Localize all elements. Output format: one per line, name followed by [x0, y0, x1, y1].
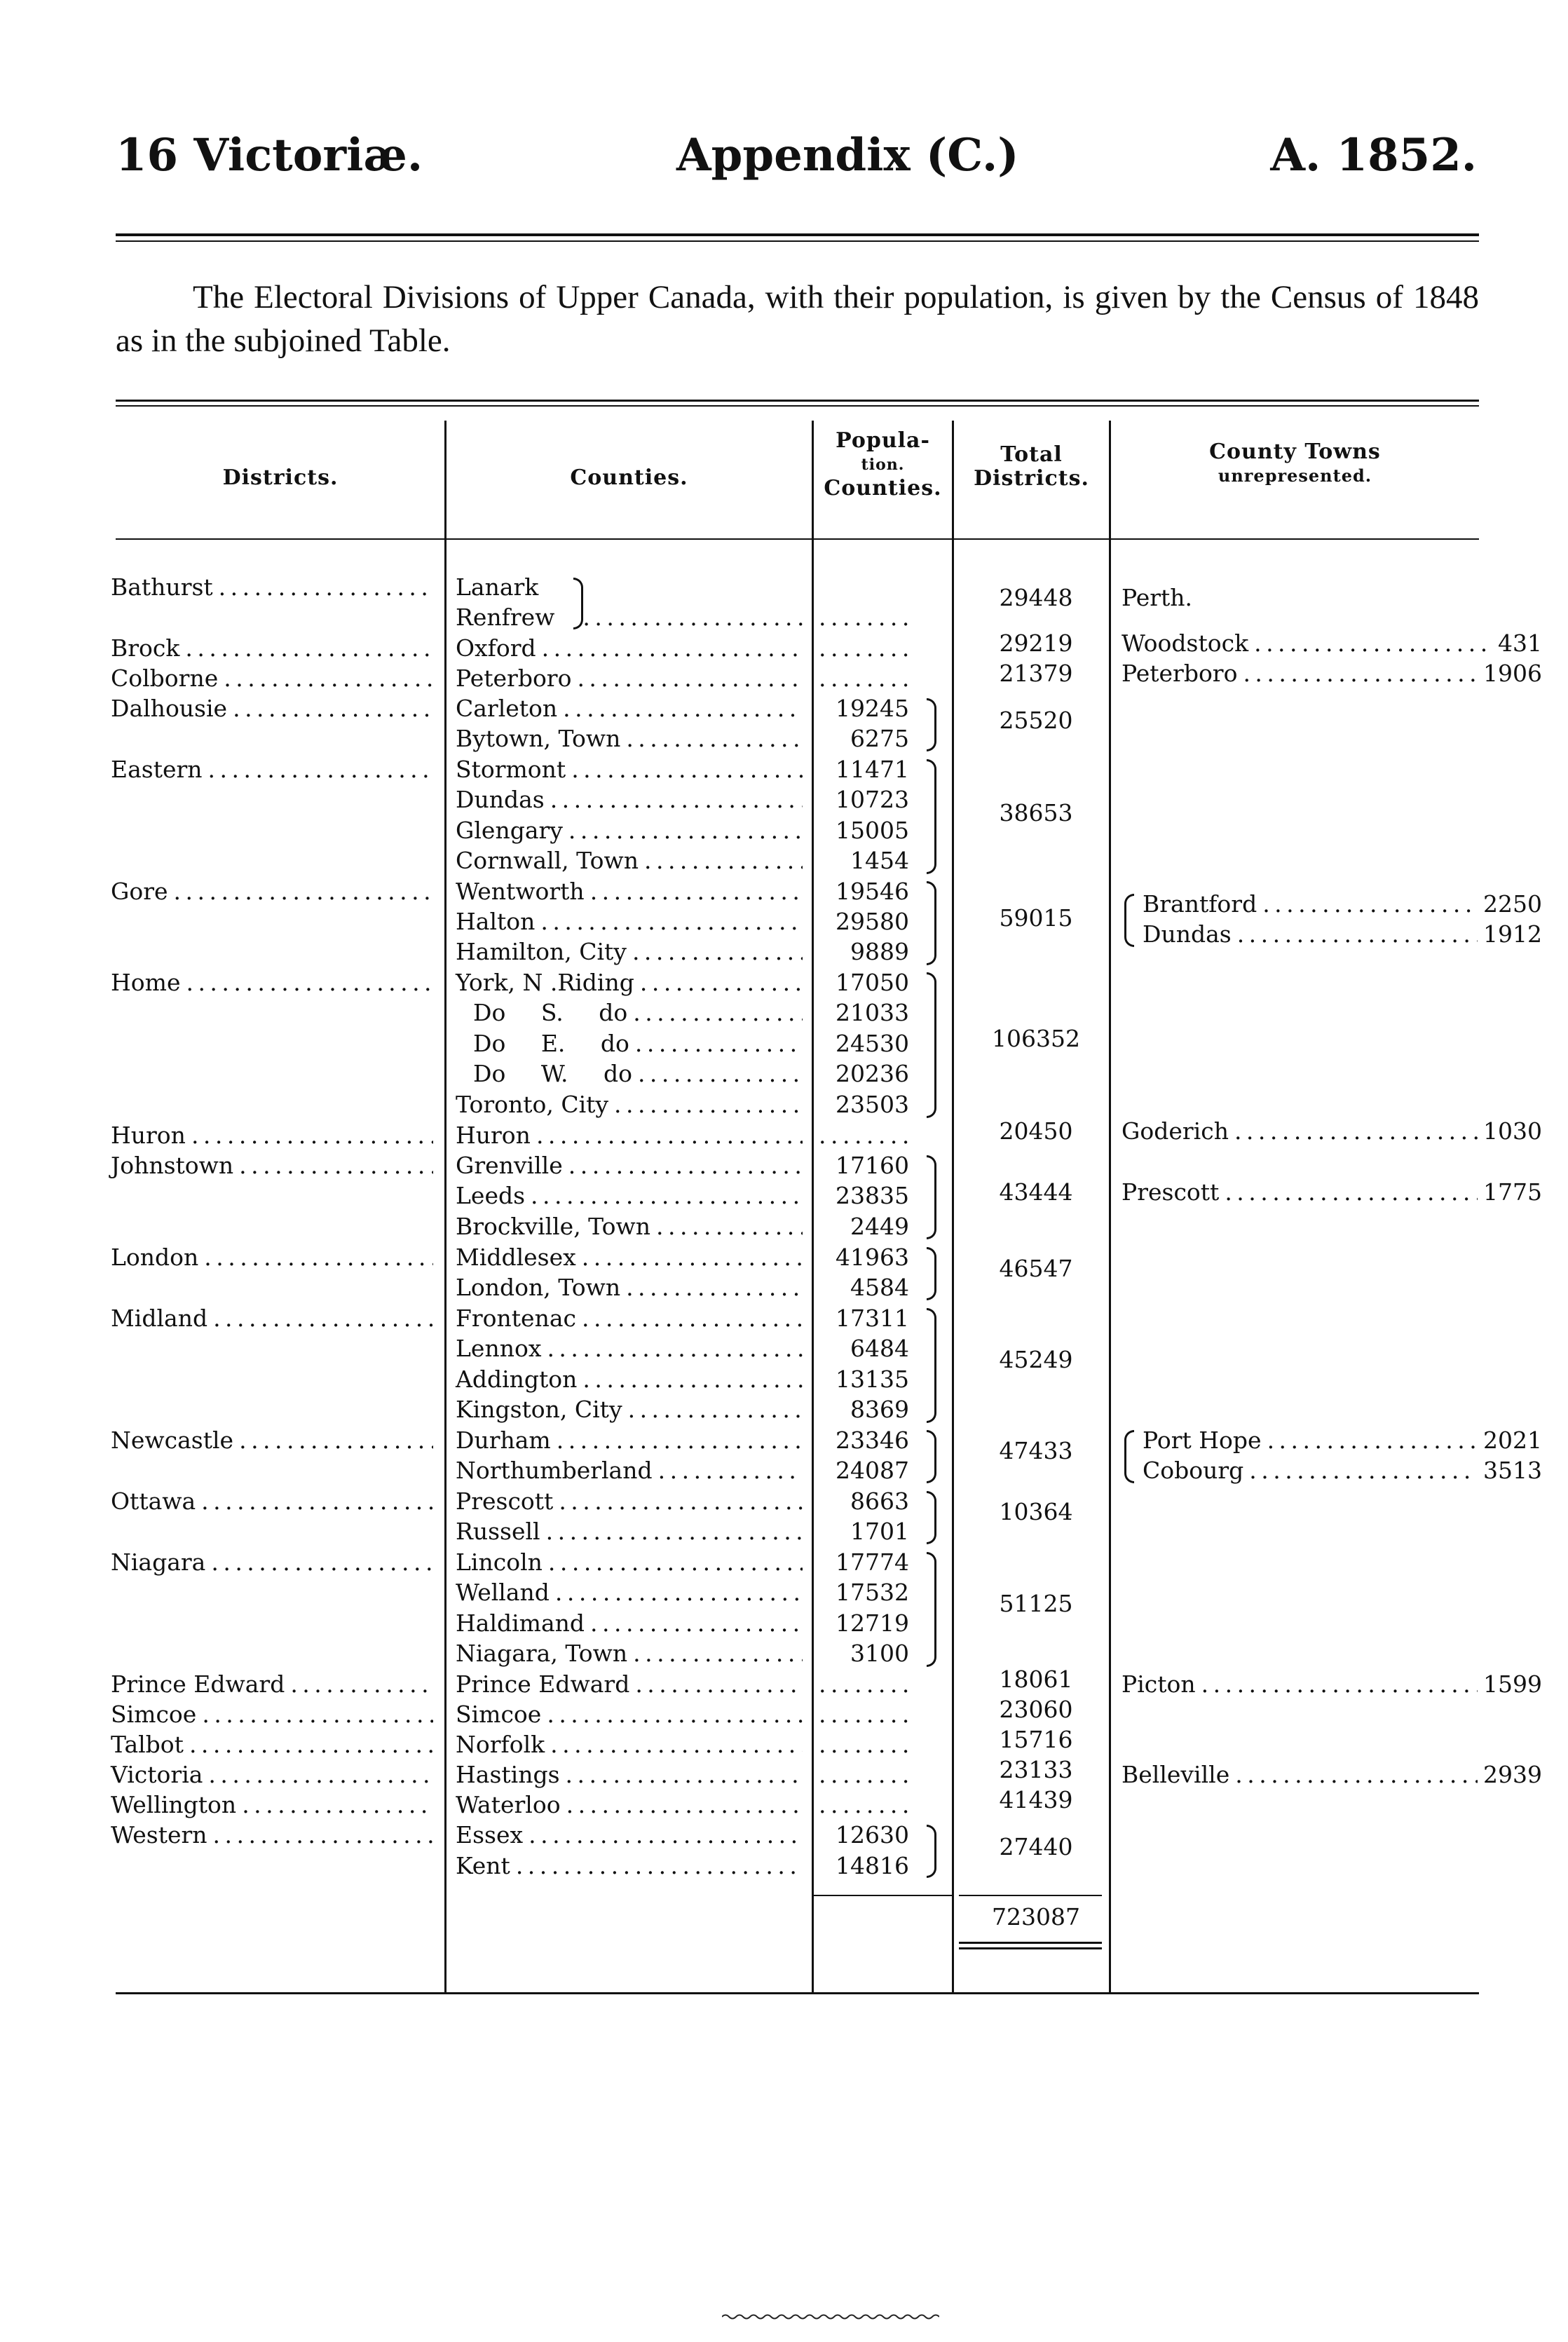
town-population: 2021	[1483, 1427, 1542, 1454]
county-cell	[456, 938, 803, 966]
county-cell	[456, 1548, 803, 1577]
district-name: Wellington	[111, 1791, 237, 1818]
total-head-line2: Districts.	[974, 466, 1089, 491]
district-cell	[111, 1122, 433, 1150]
population-group-brace	[927, 759, 936, 874]
county-group-brace	[573, 578, 583, 629]
county-cell	[456, 756, 803, 784]
population-value: 13135	[836, 1366, 909, 1393]
towns-head-line1: County Towns	[1209, 440, 1381, 464]
population-value: 3100	[850, 1640, 909, 1667]
population-dots	[813, 665, 922, 699]
intro-paragraph: The Electoral Divisions of Upper Canada, with their population, is given by the Census of 1848 as in the subjoined Table.	[116, 279, 1479, 359]
county-cell	[456, 1030, 803, 1058]
population-value: 17160	[836, 1152, 909, 1179]
county-town	[1122, 1427, 1542, 1455]
district-name: Midland	[111, 1305, 208, 1332]
district-cell	[111, 1791, 433, 1819]
county-name: Waterloo	[456, 1791, 561, 1818]
town-name: Woodstock	[1122, 629, 1249, 657]
county-name: Hastings	[456, 1761, 560, 1788]
district-total: 18061	[999, 1666, 1073, 1693]
county-name: Do W. do	[473, 1060, 632, 1087]
county-town	[1122, 1761, 1542, 1789]
district-cell	[111, 1305, 433, 1333]
county-name: Kent	[456, 1852, 510, 1879]
population-group-brace	[927, 1491, 936, 1544]
county-name: Prince Edward	[456, 1670, 630, 1698]
column-head-population	[814, 429, 952, 501]
district-total: 51125	[999, 1590, 1073, 1617]
population-dots	[813, 1791, 922, 1825]
county-cell	[456, 573, 803, 601]
district-cell	[111, 665, 433, 693]
population-dots	[813, 1701, 922, 1735]
column-divider	[952, 421, 954, 1992]
county-name: Halton	[456, 908, 536, 935]
county-cell	[456, 908, 803, 936]
county-name: Brockville, Town	[456, 1213, 651, 1240]
town-name: Port Hope	[1143, 1427, 1262, 1454]
county-cell	[456, 1640, 803, 1668]
district-total: 23133	[999, 1756, 1073, 1783]
district-name: Ottawa	[111, 1487, 196, 1515]
county-cell	[456, 1122, 803, 1150]
county-cell	[456, 1821, 803, 1849]
town-name: Cobourg	[1143, 1457, 1244, 1484]
district-cell	[111, 1487, 433, 1516]
header-rule-bottom	[116, 240, 1479, 242]
total-head-line1: Total	[1000, 442, 1063, 467]
county-cell	[456, 1487, 803, 1516]
town-name: Brantford	[1143, 890, 1257, 918]
county-name: Toronto, City	[456, 1091, 609, 1118]
town-population: 431	[1498, 629, 1542, 657]
county-name: Hamilton, City	[456, 938, 627, 965]
county-name: Essex	[456, 1821, 524, 1849]
county-cell	[456, 1274, 803, 1302]
population-value: 10723	[836, 786, 909, 813]
county-cell	[456, 1731, 803, 1759]
district-name: Dalhousie	[111, 695, 228, 722]
county-cell	[456, 1213, 803, 1241]
population-value: 23503	[836, 1091, 909, 1118]
population-value: 17532	[836, 1579, 909, 1606]
population-group-brace	[927, 1247, 936, 1300]
county-name: Huron	[456, 1122, 531, 1149]
population-value: 8663	[850, 1487, 909, 1515]
population-value: 19546	[836, 878, 909, 905]
county-town	[1122, 1457, 1542, 1485]
population-value: 24087	[836, 1457, 909, 1484]
county-name: Welland	[456, 1579, 550, 1606]
district-total: 59015	[999, 904, 1073, 932]
double-rule	[959, 1942, 1102, 1944]
town-population: 1030	[1483, 1117, 1542, 1145]
district-cell	[111, 1761, 433, 1789]
population-group-brace	[927, 1430, 936, 1483]
district-total: 27440	[999, 1833, 1073, 1860]
population-group-brace	[927, 1308, 936, 1423]
table-head-rule	[116, 538, 1479, 540]
population-group-brace	[927, 972, 936, 1118]
district-total: 45249	[999, 1346, 1073, 1373]
county-town	[1122, 629, 1542, 658]
town-name: Picton	[1122, 1670, 1196, 1698]
column-head-districts: Districts.	[222, 465, 339, 490]
town-name: Peterboro	[1122, 660, 1238, 687]
district-total: 10364	[999, 1498, 1073, 1525]
running-head-session: 16 Victoriæ.	[116, 129, 423, 182]
population-value: 12719	[836, 1609, 909, 1637]
district-name: Niagara	[111, 1548, 206, 1576]
column-head-towns	[1111, 440, 1479, 488]
district-cell	[111, 969, 433, 997]
county-cell	[456, 695, 803, 723]
population-value: 6484	[850, 1335, 909, 1362]
county-name: Leeds	[456, 1182, 526, 1209]
county-cell	[456, 847, 803, 875]
district-name: Victoria	[111, 1761, 203, 1788]
county-cell	[456, 634, 803, 662]
population-value: 9889	[850, 938, 909, 965]
county-name: Carleton	[456, 695, 558, 722]
district-name: Huron	[111, 1122, 186, 1149]
county-name: Stormont	[456, 756, 566, 783]
county-name: Simcoe	[456, 1701, 542, 1728]
county-cell	[456, 725, 803, 753]
county-cell	[456, 999, 803, 1027]
county-cell	[456, 1091, 803, 1119]
county-name: Kingston, City	[456, 1396, 622, 1423]
district-total: 15716	[999, 1726, 1073, 1753]
town-population: 3513	[1483, 1457, 1542, 1484]
county-cell	[456, 1396, 803, 1424]
district-name: Johnstown	[111, 1152, 234, 1179]
population-value: 1454	[850, 847, 909, 874]
county-name: Lennox	[456, 1335, 542, 1362]
district-cell	[111, 1821, 433, 1849]
county-town	[1122, 920, 1542, 948]
population-group-brace	[927, 698, 936, 751]
population-head-line2: tion.	[861, 456, 905, 474]
district-name: Simcoe	[111, 1701, 197, 1728]
county-cell	[456, 1609, 803, 1638]
population-value: 24530	[836, 1030, 909, 1057]
county-name: Haldimand	[456, 1609, 585, 1637]
population-value: 11471	[836, 756, 909, 783]
district-cell	[111, 695, 433, 723]
town-population: 2250	[1483, 890, 1542, 918]
town-name: Belleville	[1122, 1761, 1230, 1788]
county-cell	[456, 878, 803, 906]
county-name: Norfolk	[456, 1731, 545, 1758]
district-total: 23060	[999, 1696, 1073, 1723]
county-town	[1122, 890, 1542, 918]
population-dots	[813, 1761, 922, 1795]
town-group-brace	[1124, 1430, 1134, 1483]
population-value: 21033	[836, 999, 909, 1026]
district-cell	[111, 756, 433, 784]
town-population: 1599	[1483, 1670, 1542, 1698]
county-cell	[456, 1060, 803, 1088]
district-cell	[111, 573, 433, 601]
population-value: 8369	[850, 1396, 909, 1423]
town-population: 2939	[1483, 1761, 1542, 1788]
double-rule	[959, 1947, 1102, 1949]
district-total: 20450	[999, 1117, 1073, 1145]
county-cell	[456, 1579, 803, 1607]
end-ornament	[722, 2313, 939, 2320]
county-name: Middlesex	[456, 1244, 576, 1271]
county-cell	[456, 1791, 803, 1819]
district-cell	[111, 1701, 433, 1729]
district-cell	[111, 1152, 433, 1180]
population-head-line3: Counties.	[824, 476, 942, 501]
population-group-brace	[927, 1825, 936, 1878]
district-total: 25520	[999, 707, 1073, 734]
district-name: Western	[111, 1821, 207, 1849]
sum-rule	[959, 1895, 1102, 1896]
population-value: 17311	[836, 1305, 909, 1332]
town-population: 1775	[1483, 1178, 1542, 1206]
town-population: 1906	[1483, 660, 1542, 687]
population-value: 14816	[836, 1852, 909, 1879]
town-population: 1912	[1483, 920, 1542, 948]
district-name: Gore	[111, 878, 168, 905]
county-name: Prescott	[456, 1487, 554, 1515]
county-cell	[456, 1335, 803, 1363]
population-value: 15005	[836, 817, 909, 844]
population-value: 1701	[850, 1518, 909, 1545]
population-value: 6275	[850, 725, 909, 752]
district-cell	[111, 1670, 433, 1698]
district-cell	[111, 1427, 433, 1455]
county-cell	[456, 1152, 803, 1180]
district-name: Home	[111, 969, 181, 996]
county-cell	[456, 1701, 803, 1729]
population-dots	[813, 604, 922, 638]
district-cell	[111, 634, 433, 662]
district-name: Newcastle	[111, 1427, 234, 1454]
county-cell	[456, 1305, 803, 1333]
district-total: 106352	[992, 1025, 1080, 1052]
district-name: Prince Edward	[111, 1670, 285, 1698]
district-name: Eastern	[111, 756, 203, 783]
county-name: Addington	[456, 1366, 578, 1393]
population-dots	[813, 1670, 922, 1705]
population-value: 4584	[850, 1274, 909, 1301]
district-name: London	[111, 1244, 199, 1271]
population-value: 23346	[836, 1427, 909, 1454]
county-name: Bytown, Town	[456, 725, 621, 752]
county-cell	[456, 604, 803, 632]
column-head-total	[954, 443, 1109, 491]
population-value: 12630	[836, 1821, 909, 1849]
county-cell	[456, 817, 803, 845]
town-name: Perth.	[1122, 584, 1193, 611]
district-cell	[111, 1548, 433, 1577]
district-total: 41439	[999, 1786, 1073, 1813]
population-group-brace	[927, 1155, 936, 1239]
town-group-brace	[1124, 894, 1134, 947]
county-cell	[456, 1670, 803, 1698]
county-town	[1122, 1670, 1542, 1698]
county-name: Oxford	[456, 634, 536, 662]
district-name: Colborne	[111, 665, 219, 692]
district-cell	[111, 1731, 433, 1759]
county-name: Peterboro	[456, 665, 572, 692]
population-value: 17774	[836, 1548, 909, 1576]
district-total: 29219	[999, 629, 1073, 657]
town-name: Prescott	[1122, 1178, 1220, 1206]
population-value: 20236	[836, 1060, 909, 1087]
population-group-brace	[927, 1552, 936, 1667]
county-name: Durham	[456, 1427, 551, 1454]
county-cell	[456, 1427, 803, 1455]
county-name: Do E. do	[473, 1030, 629, 1057]
towns-head-line2: unrepresented.	[1218, 465, 1372, 486]
population-dots	[813, 634, 922, 669]
population-head-line1: Popula-	[836, 428, 930, 453]
population-value: 19245	[836, 695, 909, 722]
county-name: Wentworth	[456, 878, 585, 905]
county-cell	[456, 969, 803, 997]
table-rule-top	[116, 400, 1479, 402]
town-name: Dundas	[1143, 920, 1232, 948]
county-name: Lanark	[456, 573, 539, 601]
county-name: Glengary	[456, 817, 563, 844]
county-name: London, Town	[456, 1274, 621, 1301]
county-cell	[456, 1244, 803, 1272]
population-group-brace	[927, 881, 936, 965]
district-total: 43444	[999, 1178, 1073, 1206]
population-dots	[813, 1122, 922, 1156]
county-name: Frontenac	[456, 1305, 576, 1332]
county-name: Northumberland	[456, 1457, 653, 1484]
county-town	[1122, 1117, 1542, 1145]
district-total: 46547	[999, 1255, 1073, 1282]
running-head-year: A. 1852.	[1270, 129, 1477, 182]
sum-rule	[812, 1895, 952, 1896]
district-total: 29448	[999, 584, 1073, 611]
county-cell	[456, 1518, 803, 1546]
district-total: 47433	[999, 1437, 1073, 1464]
population-value: 41963	[836, 1244, 909, 1271]
county-cell	[456, 1457, 803, 1485]
population-value: 29580	[836, 908, 909, 935]
district-cell	[111, 1244, 433, 1272]
district-name: Bathurst	[111, 573, 213, 601]
table-rule-bottom	[116, 1992, 1479, 1994]
table-rule-top-2	[116, 405, 1479, 407]
county-name: York, N .Riding	[456, 969, 634, 996]
county-cell	[456, 1366, 803, 1394]
population-value: 2449	[850, 1213, 909, 1240]
county-name: Niagara, Town	[456, 1640, 628, 1667]
county-name: Renfrew	[456, 604, 555, 631]
town-name: Goderich	[1122, 1117, 1229, 1145]
county-name: Lincoln	[456, 1548, 543, 1576]
population-value: 17050	[836, 969, 909, 996]
county-cell	[456, 1761, 803, 1789]
population-dots	[813, 1731, 922, 1765]
county-cell	[456, 665, 803, 693]
population-value: 23835	[836, 1182, 909, 1209]
county-cell	[456, 786, 803, 814]
district-name: Brock	[111, 634, 180, 662]
county-name: Do S. do	[473, 999, 628, 1026]
district-total: 21379	[999, 660, 1073, 687]
grand-total: 723087	[992, 1903, 1080, 1931]
county-town	[1122, 1178, 1542, 1206]
district-cell	[111, 878, 433, 906]
county-name: Grenville	[456, 1152, 563, 1179]
district-name: Talbot	[111, 1731, 184, 1758]
county-town	[1122, 584, 1542, 612]
county-town	[1122, 660, 1542, 688]
county-cell	[456, 1182, 803, 1210]
column-head-counties: Counties.	[570, 465, 688, 490]
header-rule-top	[116, 233, 1479, 236]
county-name: Russell	[456, 1518, 540, 1545]
running-head-appendix: Appendix (C.)	[676, 129, 1019, 182]
column-divider	[444, 421, 446, 1992]
county-name: Cornwall, Town	[456, 847, 639, 874]
county-cell	[456, 1852, 803, 1880]
district-total: 38653	[999, 799, 1073, 826]
county-name: Dundas	[456, 786, 545, 813]
